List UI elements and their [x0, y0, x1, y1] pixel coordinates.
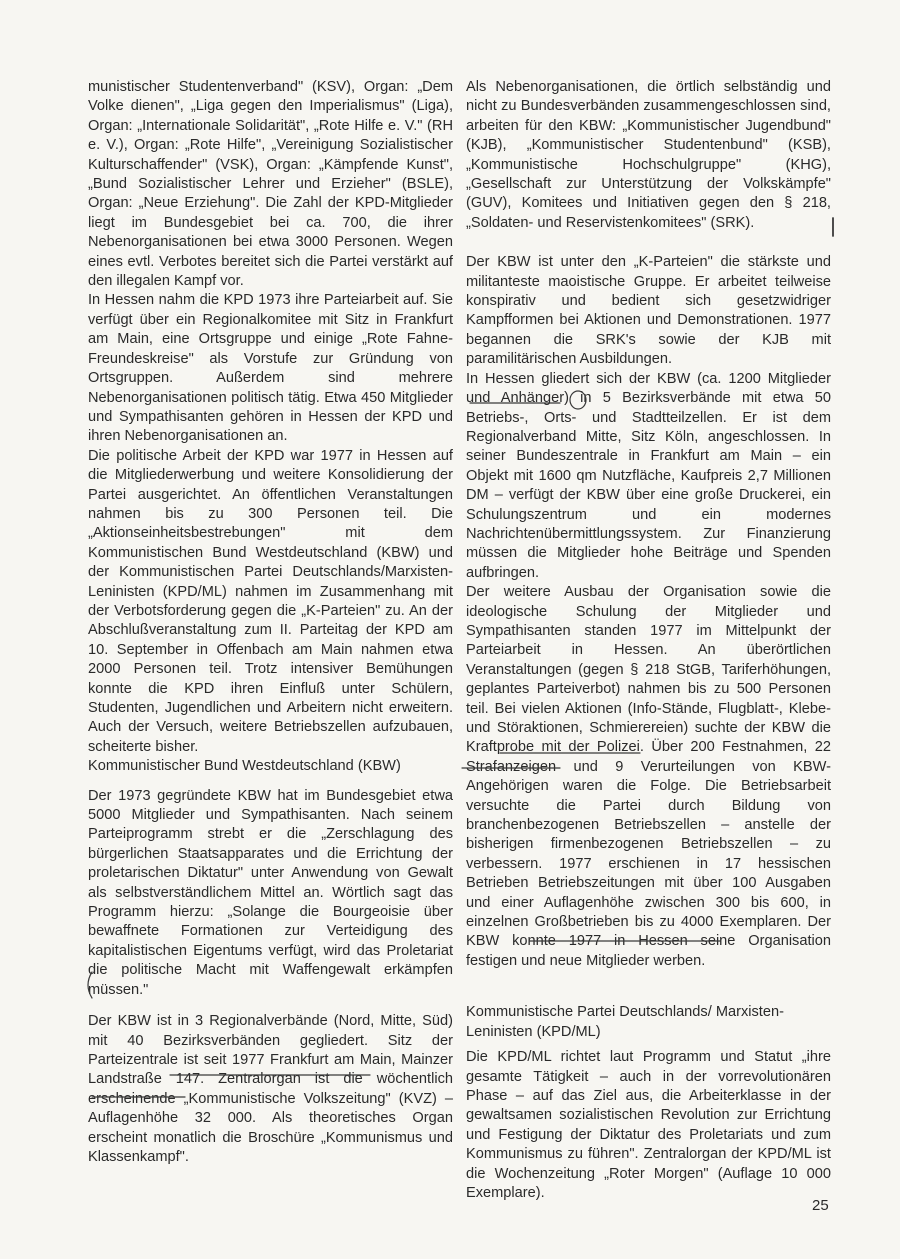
right-paragraph-3: In Hessen gliedert sich der KBW (ca. 1200 Mitglieder und Anhänger) in 5 Bezirksverbände mit etwa 50 Betriebs-, Orts- und Stadtteilzellen. Er ist dem Regionalverband Mitte, Sitz Köln, angeschlossen. In seiner Bundeszentrale in Frankfurt am Main – ein Objekt mit 1600 qm Nutzfläche, Kaufpreis 2,7 Millionen DM – verfügt der KBW über eine große Druckerei, ein Schulungszentrum und ein modernes Nachrichtenübermittlungssystem. Zur Finanzierung müssen die Mitglieder hohe Beiträge und Spenden aufbringen. [466, 370, 831, 581]
right-paragraph-1: Als Nebenorganisationen, die örtlich selbständig und nicht zu Bundesverbänden zusammengeschlossen sind, arbeiten für den KBW: „Kommunistischer Jugendbund" (KJB), „Kommunistischer Studentenbund" (KSB), „Kommunistische Hochschulgruppe" (KHG), „Gesellschaft zur Unterstützung der Volkskämpfe" (GUV), Komitees und Initiativen gegen den § 218, „Soldaten- und Reservistenkomitees" (SRK). [466, 79, 831, 231]
heading-kpdml: Kommunistische Partei Deutschlands/ Marxisten-Leninisten (KPD/ML) [466, 1004, 784, 1040]
left-paragraph-3: Die politische Arbeit der KPD war 1977 in Hessen auf die Mitgliederwerbung und weitere Konsolidierung der Partei ausgerichtet. An öffentlichen Veranstaltungen nahmen bis zu 300 Personen teil. Die „Aktionseinheitsbestrebungen" mit dem Kommunistischen Bund Westdeutschland (KBW) und der Kommunistischen Partei Deutschlands/Marxisten-Leninisten (KPD/ML) nahmen im Zusammenhang mit der Verbotsforderung gegen die „K-Parteien" zu. An der Abschlußveranstaltung zum II. Parteitag der KPD am 10. September in Offenbach am Main nahmen etwa 2000 Personen teil. Trotz intensiver Bemühungen konnte die KPD ihren Einfluß unter Schülern, Studenten, Jugendlichen und Arbeitern nicht erweitern. Auch der Versuch, weitere Betriebszellen aufzubauen, scheiterte bisher. [88, 447, 453, 755]
right-paragraph-4: Der weitere Ausbau der Organisation sowie die ideologische Schulung der Mitglieder und Sympathisanten standen 1977 im Mittelpunkt der Parteiarbeit in Hessen. An überörtlichen Veranstaltungen (gegen § 218 StGB, Tariferhöhungen, geplantes Parteiverbot) nahmen bis zu 500 Personen teil. Bei vielen Aktionen (Info-Stände, Flugblatt-, Klebe- und Störaktionen, Schmierereien) suchte der KBW die Kraftprobe mit der Polizei. Über 200 Festnahmen, 22 Strafanzeigen und 9 Verurteilungen von KBW-Angehörigen waren die Folge. Die Betriebsarbeit versuchte die Partei durch Bildung von branchenbezogenen Betriebszellen – anstelle der bisherigen firmenbezogenen Betriebszellen – zu verbessern. 1977 erschienen in 17 hessischen Betrieben Betriebszeitungen mit über 100 Ausgaben und einer Auflagenhöhe zwischen 300 bis 600, in einzelnen Großbetrieben bis zu 4000 Exemplaren. Der KBW konnte 1977 in Hessen seine Organisation festigen und neue Mitglieder werben. [466, 584, 831, 969]
left-paragraph-4: Der 1973 gegründete KBW hat im Bundesgebiet etwa 5000 Mitglieder und Sympathisanten. Nach seinem Parteiprogramm strebt er die „Zerschlagung des bürgerlichen Staatsapparates und die Errichtung der proletarischen Diktatur" unter Anwendung von Gewalt als selbstverständlichem Mittel an. Wörtlich sagt das Programm hierzu: „Solange die Bourgeoisie über bewaffnete Formationen zur Verteidigung des kapitalistischen Eigentums verfügt, wird das Proletariat die politische Macht mit Waffengewalt erkämpfen müssen." [88, 787, 453, 998]
left-paragraph-2: In Hessen nahm die KPD 1973 ihre Parteiarbeit auf. Sie verfügt über ein Regionalkomitee mit Sitz in Frankfurt am Main, eine Ortsgruppe und einige „Rote Fahne-Freundeskreise" als Vorstufe zur Gründung von Ortsgruppen. Außerdem sind mehrere Nebenorganisationen politisch tätig. Etwa 450 Mitglieder und Sympathisanten gehören in Hessen der KPD und ihren Nebenorganisationen an. [88, 292, 453, 445]
left-column [88, 78, 453, 1167]
page-number: 25 [812, 1197, 829, 1214]
right-column [466, 78, 831, 1203]
right-paragraph-2: Der KBW ist unter den „K-Parteien" die stärkste und militanteste maoistische Gruppe. Er arbeitet teilweise konspirativ und bedient sich gesetzwidriger Kampfformen bei Aktionen und Demonstrationen. 1977 begannen die SRK's sowie der KJB mit paramilitärischen Ausbildungen. [466, 254, 831, 368]
left-paragraph-5: Der KBW ist in 3 Regionalverbände (Nord, Mitte, Süd) mit 40 Bezirksverbänden gegliedert. Sitz der Parteizentrale ist seit 1977 Frankfurt am Main, Mainzer Landstraße 147. Zentralorgan ist die wöchentlich erscheinende „Kommunistische Volkszeitung" (KVZ) – Auflagenhöhe 32 000. Als theoretisches Organ erscheint monatlich die Broschüre „Kommunismus und Klassenkampf". [88, 1013, 453, 1165]
right-paragraph-5: Die KPD/ML richtet laut Programm und Statut „ihre gesamte Tätigkeit – auch in der vorrevolutionären Phase – auf das Ziel aus, die Arbeiterklasse in der gewaltsamen sozialistischen Revolution zur Errichtung und Festigung der Diktatur des Proletariats und zum Kommunismus zu führen". Zentralorgan der KPD/ML ist die Wochenzeitung „Roter Morgen" (Auflage 10 000 Exemplare). [466, 1049, 831, 1201]
left-paragraph-1: munistischer Studentenverband" (KSV), Organ: „Dem Volke dienen", „Liga gegen den Imperialismus" (Liga), Organ: „Internationale Solidarität", „Rote Hilfe e. V." (RH e. V.), Organ: „Rote Hilfe", „Vereinigung Sozialistischer Kulturschaffender" (VSK), Organ: „Kämpfende Kunst", „Bund Sozialistischer Lehrer und Erzieher" (BSLE), Organ: „Neue Erziehung". Die Zahl der KPD-Mitglieder liegt im Bundesgebiet bei ca. 700, die ihrer Nebenorganisationen bei etwa 3000 Personen. Wegen eines evtl. Verbotes bereitet sich die Partei verstärkt auf den illegalen Kampf vor. [88, 79, 453, 290]
heading-kbw: Kommunistischer Bund Westdeutschland (KBW) [88, 758, 401, 775]
